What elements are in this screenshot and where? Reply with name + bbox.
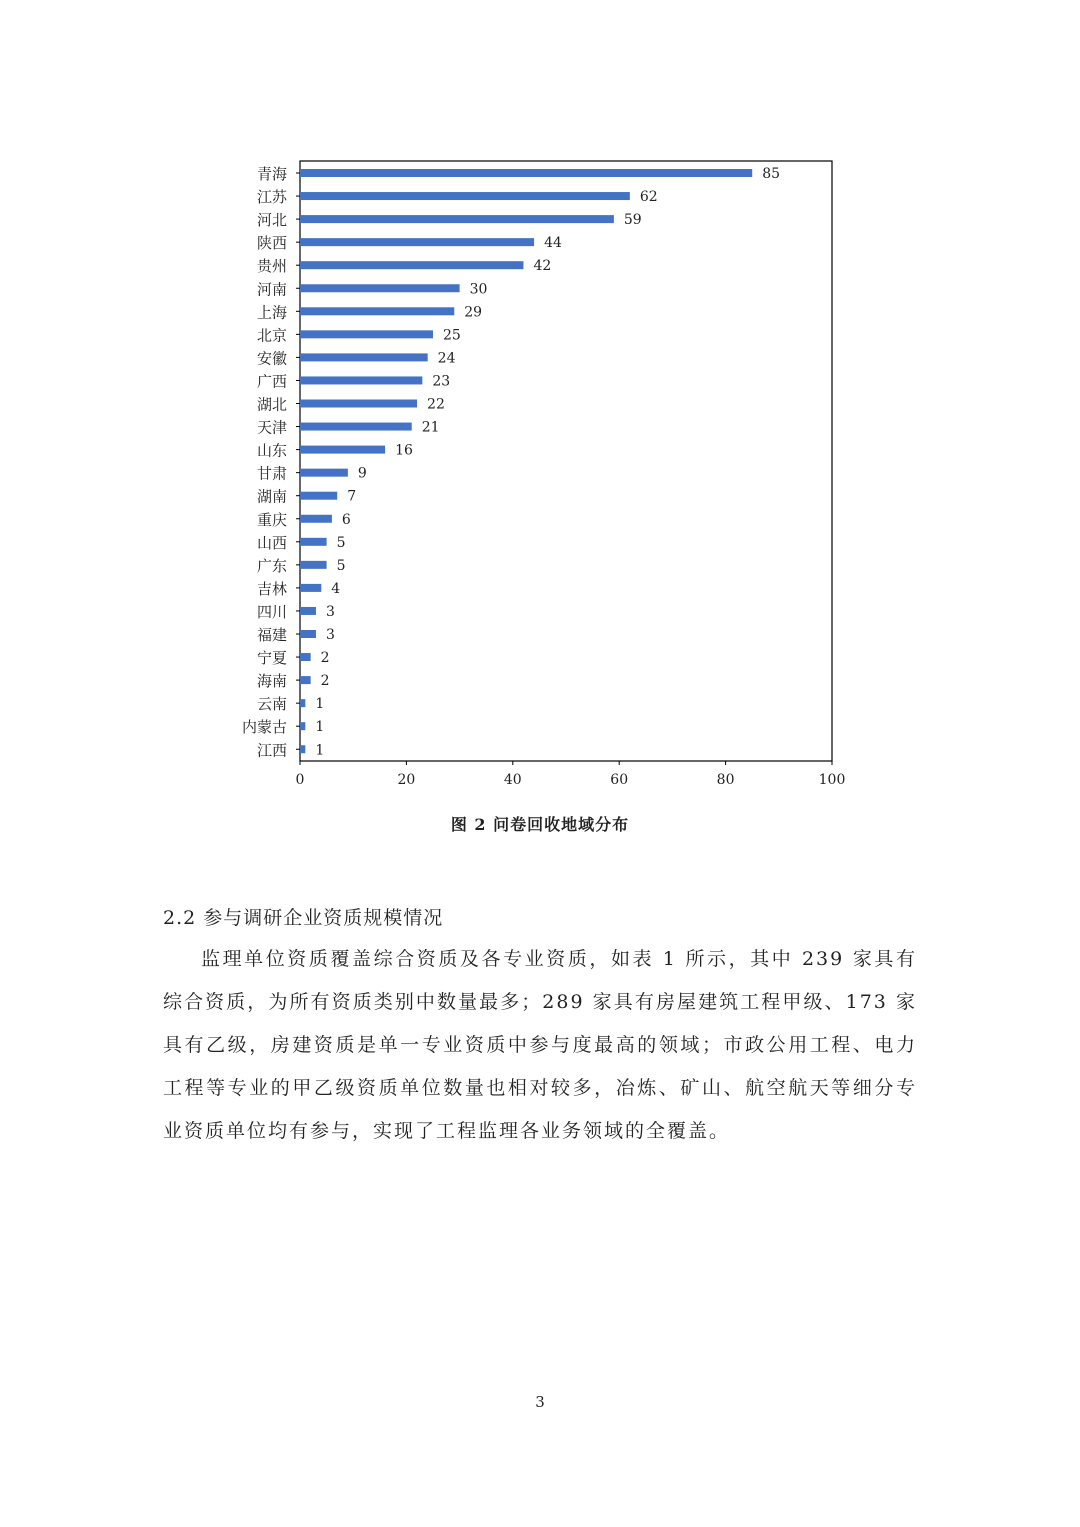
data-label: 1	[315, 742, 325, 759]
data-label: 30	[469, 281, 488, 298]
data-label: 3	[325, 603, 335, 620]
category-label: 河南	[256, 280, 287, 299]
bar	[300, 745, 305, 753]
data-label: 1	[315, 719, 325, 736]
bar	[300, 446, 385, 454]
category-label: 四川	[256, 602, 287, 621]
plot-frame	[300, 161, 832, 761]
data-label: 85	[762, 166, 781, 182]
data-label: 21	[421, 419, 440, 436]
category-label: 湖南	[256, 487, 287, 506]
bar	[300, 492, 337, 500]
category-label: 内蒙古	[241, 718, 287, 737]
x-tick-label: 100	[818, 772, 846, 788]
data-label: 5	[336, 557, 346, 574]
data-label: 42	[533, 258, 552, 275]
category-label: 吉林	[256, 579, 287, 598]
data-label: 4	[331, 580, 341, 597]
bar	[300, 676, 311, 684]
figure-caption: 图 2 问卷回收地域分布	[450, 815, 630, 834]
data-label: 59	[623, 212, 642, 229]
section-heading: 2.2 参与调研企业资质规模情况	[163, 907, 444, 929]
data-label: 1	[315, 696, 325, 713]
x-tick-label: 20	[397, 772, 416, 788]
bar	[300, 238, 534, 246]
category-label: 贵州	[256, 257, 287, 276]
x-tick-label: 80	[716, 772, 735, 788]
data-label: 25	[443, 327, 461, 344]
bar	[300, 469, 348, 477]
data-label: 16	[395, 442, 413, 459]
bar	[300, 169, 752, 177]
category-label: 重庆	[256, 510, 287, 529]
data-label: 9	[357, 465, 367, 482]
category-label: 青海	[256, 165, 287, 183]
page-number: 3	[535, 1393, 545, 1411]
bar	[300, 192, 630, 200]
bar	[300, 353, 428, 361]
data-label: 23	[432, 373, 451, 390]
data-label: 62	[639, 189, 658, 206]
bar	[300, 561, 327, 569]
bar	[300, 722, 305, 730]
category-label: 湖北	[256, 395, 287, 414]
bar	[300, 284, 460, 292]
data-label: 2	[320, 673, 330, 690]
bar	[300, 376, 422, 384]
bar	[300, 538, 327, 546]
data-label: 5	[336, 534, 346, 551]
category-label: 甘肃	[256, 464, 287, 483]
bar	[300, 307, 454, 315]
category-label: 河北	[256, 211, 287, 230]
bar	[300, 330, 433, 338]
category-label: 陕西	[256, 234, 287, 253]
data-label: 44	[544, 235, 562, 252]
x-tick-label: 40	[503, 772, 522, 788]
category-label: 江苏	[256, 188, 287, 207]
category-label: 云南	[256, 695, 287, 714]
data-label: 24	[437, 350, 456, 367]
bar	[300, 607, 316, 615]
category-label: 江西	[256, 741, 287, 760]
x-tick-label: 0	[295, 772, 305, 788]
category-label: 福建	[256, 626, 287, 644]
bar	[300, 630, 316, 638]
data-label: 7	[347, 488, 357, 505]
bar	[300, 699, 305, 707]
bar	[300, 653, 311, 661]
category-label: 海南	[256, 672, 287, 691]
bar	[300, 423, 412, 431]
category-label: 山西	[256, 533, 287, 552]
category-label: 北京	[256, 326, 287, 345]
data-label: 3	[325, 627, 335, 643]
bar	[300, 584, 321, 592]
category-label: 安徽	[256, 349, 287, 368]
body-paragraph: 监理单位资质覆盖综合资质及各专业资质，如表 1 所示，其中 239 家具有综合资质，为所有资质类别中数量最多；289 家具有房屋建筑工程甲级、173 家具有乙级，房建资质是单一专业资质中参与度最高的领域；市政公用工程、电力工程等专业的甲乙级资质单位数量也相对较多，冶炼、矿山、航空航天等细分专业资质单位均有参与，实现了工程监理各业务领域的全覆盖。	[163, 948, 917, 1142]
data-label: 22	[427, 396, 445, 413]
bar	[300, 215, 614, 223]
data-label: 29	[464, 304, 483, 321]
category-label: 山东	[256, 441, 287, 460]
data-label: 6	[341, 511, 351, 528]
category-label: 天津	[256, 418, 287, 437]
category-label: 广西	[256, 372, 287, 391]
category-label: 广东	[256, 556, 287, 575]
bar	[300, 515, 332, 523]
data-label: 2	[320, 650, 330, 667]
bar	[300, 261, 523, 269]
category-label: 上海	[256, 303, 287, 322]
x-tick-label: 60	[610, 772, 629, 788]
bar	[300, 400, 417, 408]
category-label: 宁夏	[256, 649, 287, 668]
